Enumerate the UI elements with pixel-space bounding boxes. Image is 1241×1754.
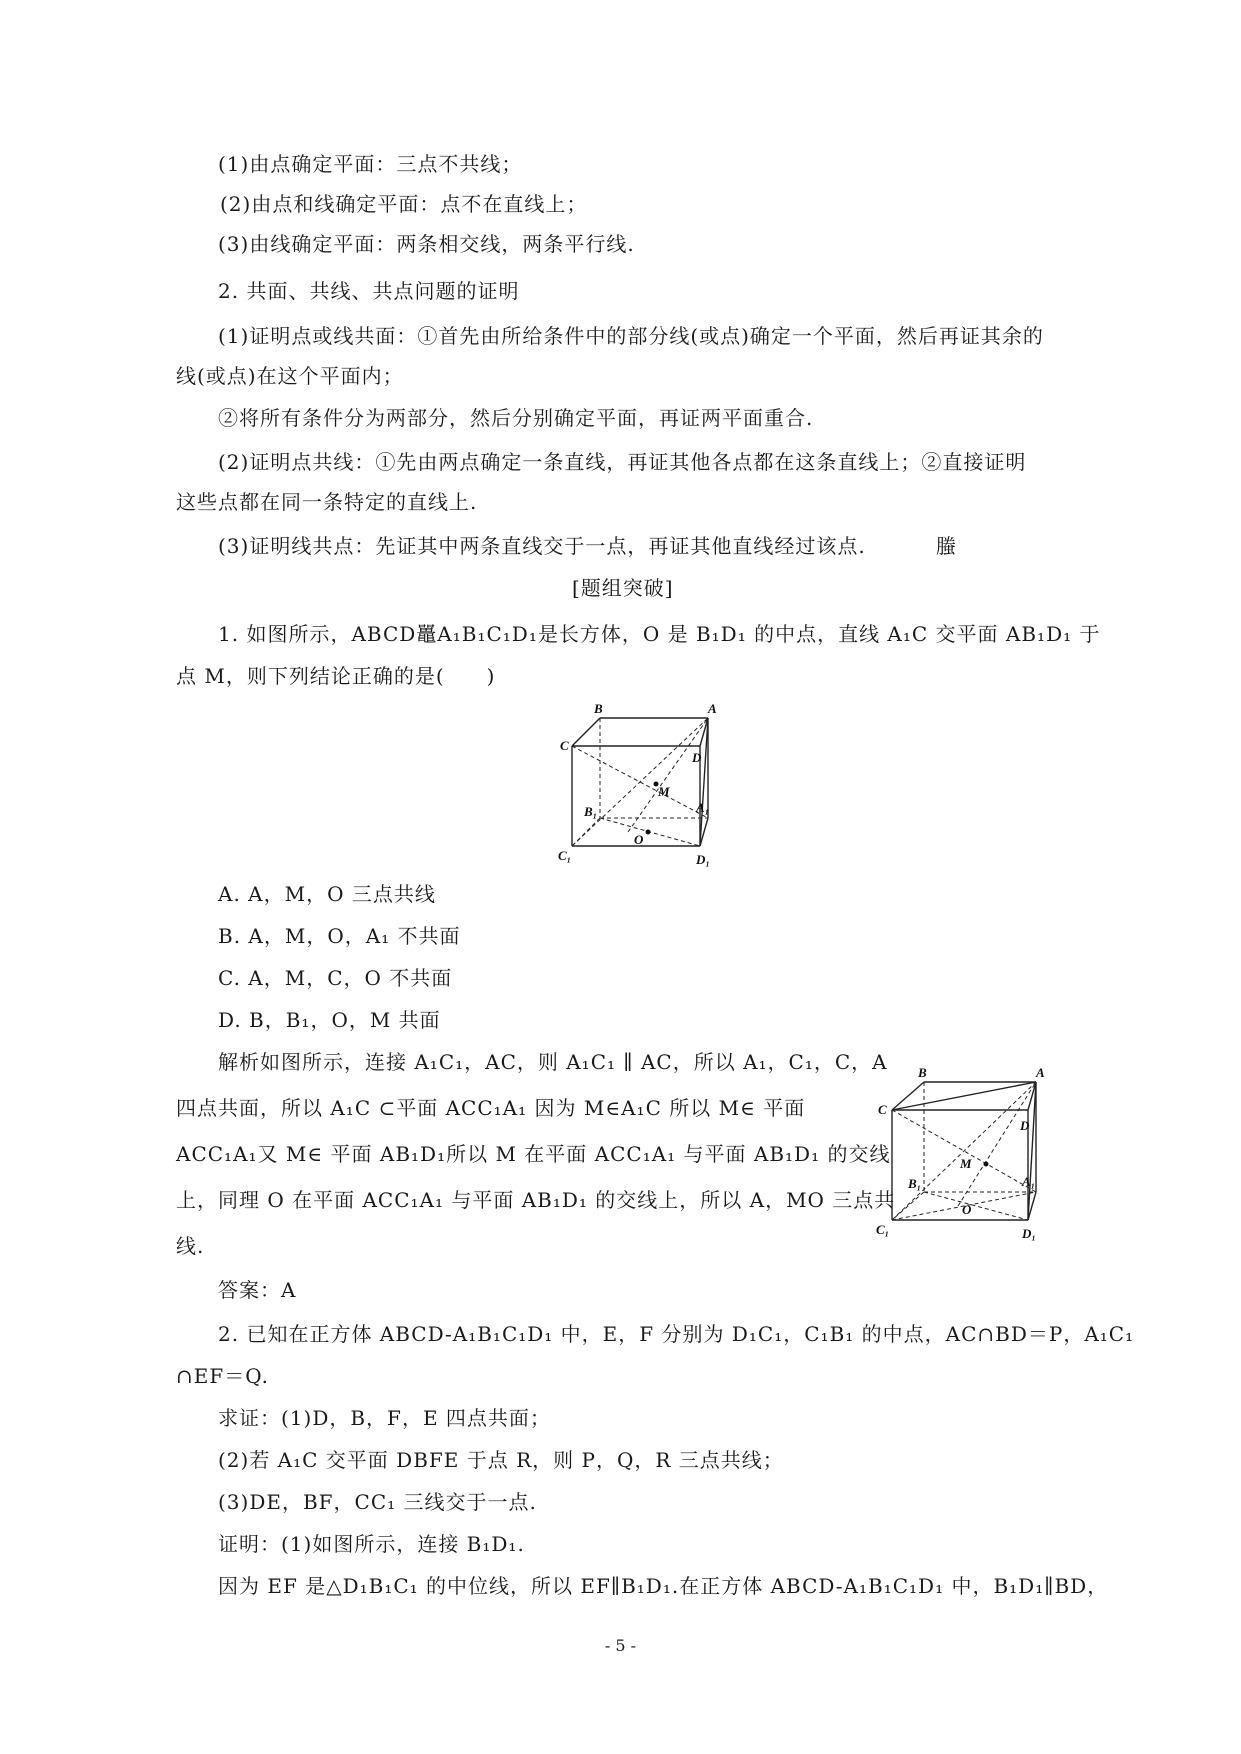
proof-text: 证明：(1)如图所示，连接 B₁D₁. [218,1532,525,1556]
option-a: A. A，M，O 三点共线 [218,882,436,906]
text-line: (3)由线确定平面：两条相交线，两条平行线. [218,232,635,256]
solution-text: 四点共面，所以 A₁C ⊂平面 ACC₁A₁ 因为 M∈A₁C 所以 M∈ 平面 [176,1096,806,1120]
label-c: C [878,1102,887,1117]
label-m: M [658,784,670,799]
answer-text: 答案：A [218,1278,297,1302]
question-text: (3)DE，BF，CC₁ 三线交于一点. [218,1490,537,1514]
figure-cuboid-1-svg [548,700,728,870]
label-o: O [962,1202,972,1217]
section-heading: 2. 共面、共线、共点问题的证明 [218,279,520,303]
text-line: 这些点都在同一条特定的直线上. [176,490,478,514]
label-o: O [634,832,644,847]
text-line: (1)证明点或线共面：①首先由所给条件中的部分线(或点)确定一个平面，然后再证其余的 [218,324,1044,348]
label-b1: B₁ [584,804,598,819]
text-line: ②将所有条件分为两部分，然后分别确定平面，再证两平面重合. [218,406,814,430]
label-d: D [692,750,702,765]
option-b: B. A，M，O，A₁ 不共面 [218,924,461,948]
question-text: (2)若 A₁C 交平面 DBFE 于点 R，则 P，Q，R 三点共线； [218,1448,784,1472]
label-c1: C₁ [876,1222,890,1237]
question-text: 求证：(1)D，B，F，E 四点共面； [218,1406,551,1430]
figure-cuboid-1 [548,700,728,870]
text-line: (2)由点和线确定平面：点不在直线上； [220,192,588,216]
solution-text: 解析如图所示，连接 A₁C₁，AC，则 A₁C₁ ∥ AC，所以 A₁，C₁，C，A [218,1050,888,1074]
text-line: (2)证明点共线：①先由两点确定一条直线，再证其他各点都在这条直线上；②直接证明 [218,450,1027,474]
section-title: [题组突破] [572,576,674,600]
label-c: C [560,738,569,753]
label-a1: A₁ [696,800,710,815]
label-b: B [594,701,603,716]
page-number: - 5 - [604,1636,637,1655]
solution-text: ACC₁A₁又 M∈ 平面 AB₁D₁所以 M 在平面 ACC₁A₁ 与平面 AB₁D₁ 的交线 [176,1142,891,1166]
figure-cuboid-2 [868,1064,1058,1244]
label-b1: B₁ [908,1176,922,1191]
text-line: (1)由点确定平面：三点不共线； [218,152,523,176]
label-b: B [918,1065,927,1080]
solution-text: 线. [176,1234,205,1258]
option-d: D. B，B₁，O，M 共面 [218,1008,441,1032]
proof-text: 因为 EF 是△D₁B₁C₁ 的中位线，所以 EF∥B₁D₁.在正方体 ABCD-A₁B₁C₁D₁ 中，B₁D₁∥BD， [218,1574,1109,1598]
figure-cuboid-2-svg [868,1064,1058,1244]
solution-text: 上，同理 O 在平面 ACC₁A₁ 与平面 AB₁D₁ 的交线上，所以 A，MO 三点共 [176,1188,896,1212]
text-line: 线(或点)在这个平面内； [176,364,404,388]
page-marker: 螣 [936,534,957,558]
label-a1: A₁ [1022,1174,1036,1189]
option-c: C. A，M，C，O 不共面 [218,966,453,990]
question-text: 点 M，则下列结论正确的是( ) [176,664,496,688]
point-m [984,1162,989,1167]
point-o [646,830,651,835]
question-text: 1. 如图所示，ABCD鼉A₁B₁C₁D₁是长方体，O 是 B₁D₁ 的中点，直线 A₁C 交平面 AB₁D₁ 于 [218,622,1101,646]
label-a: A [708,701,717,716]
label-m: M [960,1156,972,1171]
label-d: D [1020,1118,1030,1133]
question-text: 2. 已知在正方体 ABCD-A₁B₁C₁D₁ 中，E，F 分别为 D₁C₁，C₁B₁ 的中点，AC∩BD＝P，A₁C₁ [218,1322,1135,1346]
text-line: (3)证明线共点：先证其中两条直线交于一点，再证其他直线经过该点. [218,534,866,558]
label-d1: D₁ [696,852,710,867]
label-a: A [1036,1065,1045,1080]
label-c1: C₁ [558,848,572,863]
question-text: ∩EF＝Q. [176,1364,269,1388]
label-d1: D₁ [1022,1226,1036,1241]
